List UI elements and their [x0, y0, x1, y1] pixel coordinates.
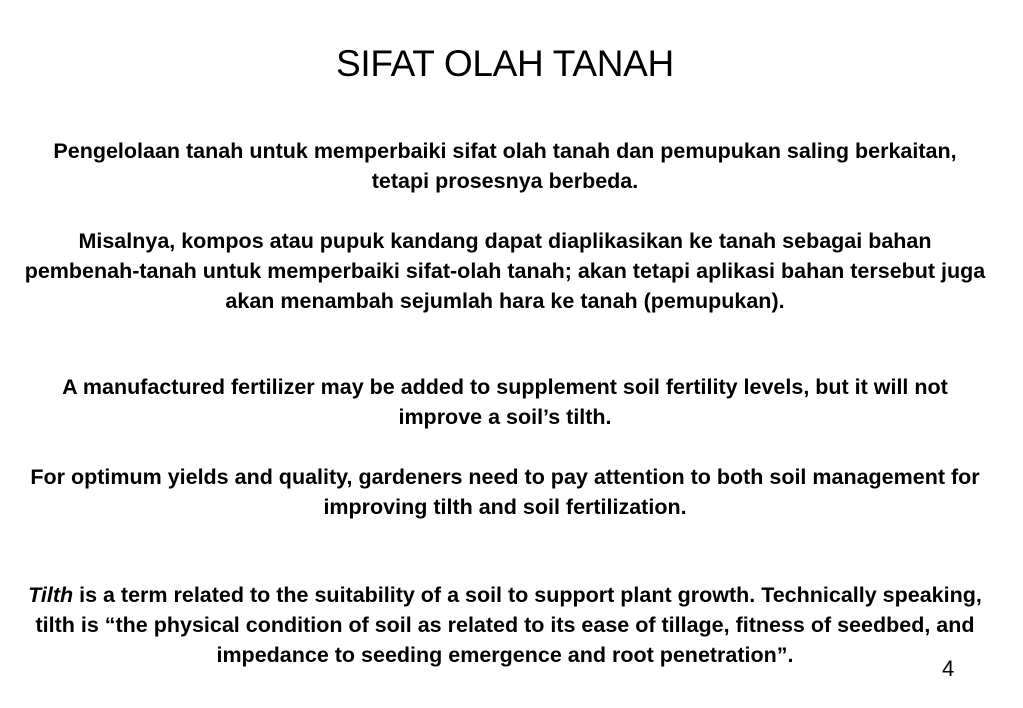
tilth-definition-text: is a term related to the suitability of a soil to support plant growth. Technically speaking, tilth is “the physical condition of soil as related to its ease of tillage, fitness of seedbed, and impedance to seeding emergence and root penetration”. [35, 583, 982, 667]
slide-title: SIFAT OLAH TANAH [336, 43, 674, 84]
paragraph-optimum-yields: For optimum yields and quality, gardeners need to pay attention to both soil management for improving tilth and soil fertilization. [30, 465, 980, 519]
paragraph-compost-example: Misalnya, kompos atau pupuk kandang dapat diaplikasikan ke tanah sebagai bahan pembenah-tanah untuk memperbaiki sifat-olah tanah; akan tetapi aplikasi bahan tersebut juga akan menambah sejumlah hara ke tanah (pemupukan). [24, 229, 986, 313]
paragraph-tilth-definition [22, 580, 988, 670]
page-number: 4 [942, 656, 955, 681]
tilth-term: Tilth [28, 583, 74, 607]
paragraph-soil-management: Pengelolaan tanah untuk memperbaiki sifat olah tanah dan pemupukan saling berkaitan, tetapi prosesnya berbeda. [53, 139, 957, 193]
paragraph-manufactured-fertilizer: A manufactured fertilizer may be added to supplement soil fertility levels, but it will not improve a soil’s tilth. [62, 375, 948, 429]
